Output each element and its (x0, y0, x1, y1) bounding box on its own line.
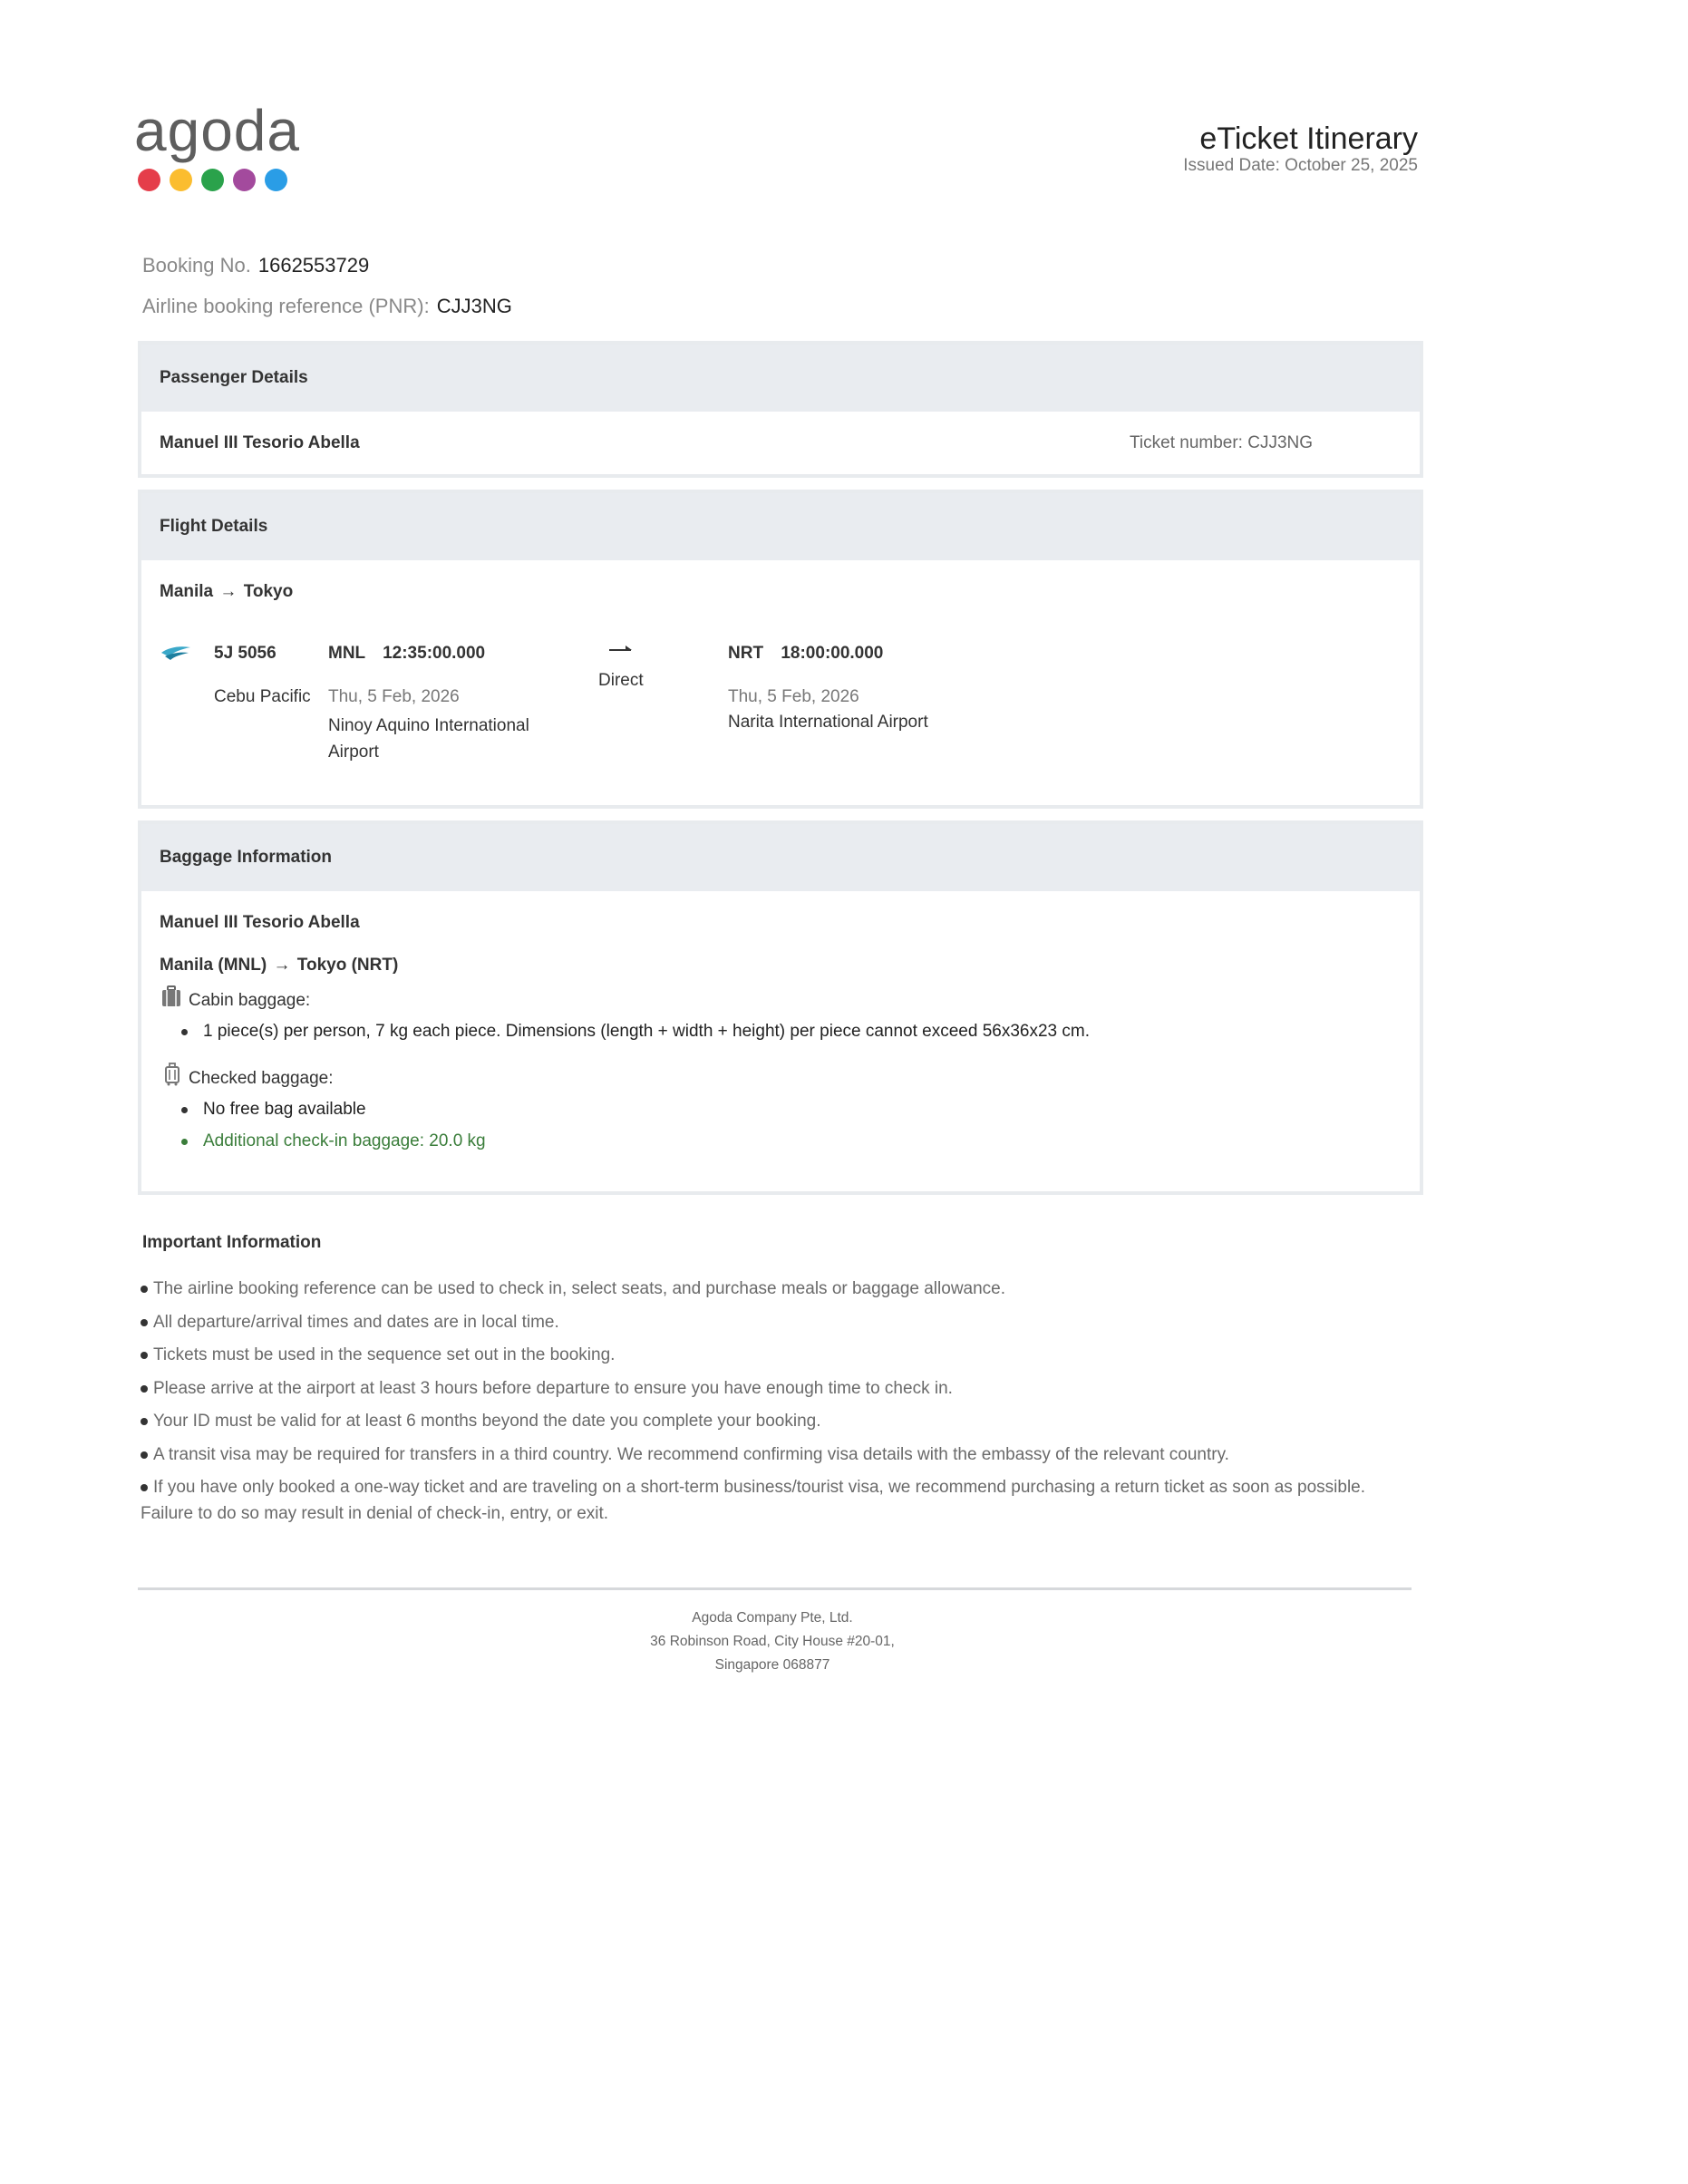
important-info-item: Please arrive at the airport at least 3 hours before departure to ensure you have enough time to check in. (141, 1375, 1419, 1402)
important-info-list (141, 1276, 1419, 1527)
important-info-item-text: If you have only booked a one-way ticket and are traveling on a short-term business/tourist visa, we recommend purchasing a return ticket as soon as possible. (153, 1478, 1366, 1497)
important-info-item: The airline booking reference can be used to check in, select seats, and purchase meals or baggage allowance. (141, 1276, 1419, 1302)
arrival-date: Thu, 5 Feb, 2026 (728, 687, 859, 706)
route-arrow-icon: → (219, 582, 238, 601)
booking-number-label: Booking No. (142, 254, 251, 277)
arrival-time: 18:00:00.000 (781, 644, 884, 663)
issued-date: Issued Date: October 25, 2025 (1183, 156, 1418, 175)
important-info-title: Important Information (142, 1233, 322, 1252)
arrival-code-time (728, 644, 883, 664)
baggage-information-header: Baggage Information (141, 824, 1420, 891)
logo-dot-yellow (170, 169, 192, 191)
stop-type: Direct (598, 671, 644, 690)
departure-code-time (328, 644, 485, 664)
footer-address (591, 1606, 954, 1677)
flight-details-header: Flight Details (141, 493, 1420, 560)
flight-number: 5J 5056 (214, 644, 276, 663)
logo-dot-blue (265, 169, 287, 191)
document-title: eTicket Itinerary (1199, 121, 1418, 156)
departure-code: MNL (328, 644, 365, 663)
departure-date: Thu, 5 Feb, 2026 (328, 687, 460, 706)
passenger-name: Manuel III Tesorio Abella (160, 433, 360, 452)
airline-name: Cebu Pacific (214, 687, 311, 706)
pnr-row (142, 295, 512, 318)
important-info-item: Tickets must be used in the sequence set out in the booking. (141, 1342, 1419, 1368)
checked-baggage-label: Checked baggage: (189, 1069, 334, 1088)
departure-airport (328, 713, 529, 765)
pnr-label: Airline booking reference (PNR): (142, 295, 430, 317)
footer-divider (138, 1587, 1412, 1590)
cabin-bag-icon (161, 985, 181, 1007)
checked-baggage-item: No free bag available (176, 1098, 486, 1121)
baggage-route (160, 956, 398, 976)
departure-airport-line-2: Airport (328, 743, 379, 762)
cebu-pacific-logo-icon (160, 644, 192, 664)
logo-dot-red (138, 169, 160, 191)
direct-arrow-icon (607, 642, 635, 655)
important-info-item-continuation: Failure to do so may result in denial of check-in, entry, or exit. (141, 1504, 609, 1523)
logo-dots (138, 169, 287, 191)
logo-dot-purple (233, 169, 256, 191)
passenger-details-header: Passenger Details (141, 345, 1420, 412)
booking-number-value: 1662553729 (257, 254, 370, 277)
baggage-route-from: Manila (MNL) (160, 956, 267, 975)
baggage-route-to: Tokyo (NRT) (296, 956, 399, 975)
cabin-baggage-list (176, 1020, 1090, 1043)
passenger-row (141, 412, 1420, 475)
agoda-logo: agoda (134, 98, 300, 163)
important-info-item: Your ID must be valid for at least 6 months beyond the date you complete your booking. (141, 1408, 1419, 1434)
important-info-item (141, 1474, 1419, 1527)
flight-details-section (138, 490, 1423, 809)
arrival-airport: Narita International Airport (728, 713, 928, 732)
arrival-code: NRT (728, 644, 764, 663)
footer-address-line-2: Singapore 068877 (714, 1657, 830, 1673)
departure-time: 12:35:00.000 (383, 644, 486, 663)
booking-number-row (142, 254, 369, 277)
footer-company: Agoda Company Pte, Ltd. (692, 1610, 853, 1626)
logo-dot-green (201, 169, 224, 191)
important-info-item: All departure/arrival times and dates are in local time. (141, 1309, 1419, 1335)
route-arrow-icon: → (273, 956, 291, 975)
pnr-value: CJJ3NG (436, 295, 512, 317)
flight-route (160, 582, 293, 602)
flight-route-to: Tokyo (243, 582, 294, 601)
checked-bag-icon (165, 1063, 179, 1086)
footer-address-line-1: 36 Robinson Road, City House #20-01, (650, 1634, 895, 1649)
baggage-information-section (138, 820, 1423, 1195)
baggage-passenger-name: Manuel III Tesorio Abella (160, 913, 360, 932)
important-info-item: A transit visa may be required for transfers in a third country. We recommend confirming visa details with the embassy of the relevant country. (141, 1441, 1419, 1468)
passenger-details-section (138, 341, 1423, 478)
departure-airport-line-1: Ninoy Aquino International (328, 716, 529, 735)
cabin-baggage-item: 1 piece(s) per person, 7 kg each piece. Dimensions (length + width + height) per piece cannot exceed 56x36x23 cm. (176, 1020, 1090, 1043)
ticket-number: Ticket number: CJJ3NG (1130, 433, 1314, 452)
cabin-baggage-label: Cabin baggage: (189, 991, 311, 1010)
checked-baggage-additional: Additional check-in baggage: 20.0 kg (176, 1130, 486, 1153)
checked-baggage-list (176, 1098, 486, 1153)
flight-route-from: Manila (160, 582, 214, 601)
